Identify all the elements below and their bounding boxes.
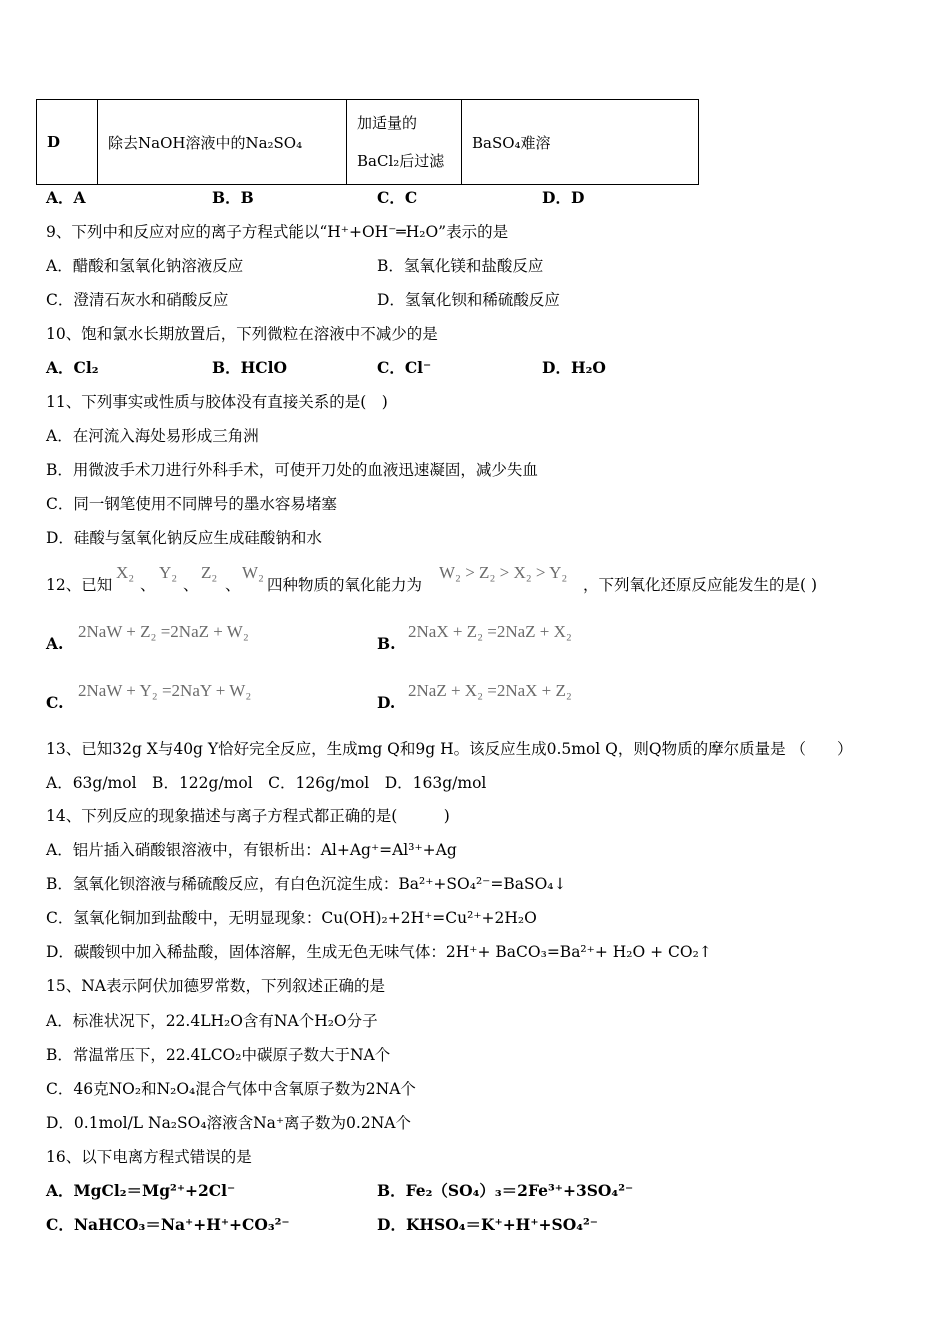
q12-oxidizing-order: W₂ > Z₂ > X₂ > Y₂ xyxy=(439,563,568,582)
q13-stem: 13、已知32g X与40g Y恰好完全反应，生成mg Q和9g H。该反应生成0.5mol Q，则Q物质的摩尔质量是 （ ） xyxy=(46,740,853,758)
q13-options: A．63g/mol B．122g/mol C．126g/mol D．163g/mol xyxy=(46,774,487,792)
q9-option-a: A．醋酸和氢氧化钠溶液反应 xyxy=(46,257,244,275)
q12-sep-3: 、 xyxy=(225,576,241,594)
q8-option-a: A．A xyxy=(46,188,86,207)
q9-stem: 9、下列中和反应对应的离子方程式能以“H⁺+OH⁻═H₂O”表示的是 xyxy=(46,223,509,241)
q12-prefix: 12、已知 xyxy=(46,576,113,594)
q12-mid: 四种物质的氧化能力为 xyxy=(267,576,423,594)
q14-option-a: A．铝片插入硝酸银溶液中，有银析出：Al+Ag⁺=Al³⁺+Ag xyxy=(46,841,457,859)
q15-stem: 15、NA表示阿伏加德罗常数，下列叙述正确的是 xyxy=(46,977,385,995)
q12-option-b-equation: 2NaX + Z₂ =2NaZ + X₂ xyxy=(408,622,572,641)
method-cell: 加适量的 BaCl₂后过滤 xyxy=(347,100,462,185)
q10-stem: 10、饱和氯水长期放置后，下列微粒在溶液中不减少的是 xyxy=(46,325,438,343)
row-label: D xyxy=(37,100,98,185)
q16-option-d: D．KHSO₄＝K⁺+H⁺+SO₄²⁻ xyxy=(377,1215,598,1234)
q10-option-c: C．Cl⁻ xyxy=(377,358,432,377)
q16-option-a: A．MgCl₂＝Mg²⁺+2Cl⁻ xyxy=(46,1181,236,1200)
q12-option-a-label: A. xyxy=(46,634,64,653)
purpose-cell: 除去NaOH溶液中的Na₂SO₄ xyxy=(98,100,347,185)
q14-option-d: D．碳酸钡中加入稀盐酸，固体溶解，生成无色无味气体：2H⁺+ BaCO₃=Ba²⁺+ H₂O + CO₂↑ xyxy=(46,943,712,961)
q12-option-b-label: B. xyxy=(377,634,396,653)
q12-sep-1: 、 xyxy=(140,576,156,594)
q8-option-b: B．B xyxy=(212,188,254,207)
q12-option-c-equation: 2NaW + Y₂ =2NaY + W₂ xyxy=(78,681,252,700)
q16-option-b: B．Fe₂（SO₄）₃＝2Fe³⁺+3SO₄²⁻ xyxy=(377,1181,634,1200)
q12-sep-2: 、 xyxy=(183,576,199,594)
options-table xyxy=(36,99,699,185)
q10-option-b: B．HClO xyxy=(212,358,287,377)
q15-option-c: C．46克NO₂和N₂O₄混合气体中含氧原子数为2NA个 xyxy=(46,1080,416,1098)
q16-option-c: C．NaHCO₃＝Na⁺+H⁺+CO₃²⁻ xyxy=(46,1215,290,1234)
q14-option-c: C．氢氧化铜加到盐酸中，无明显现象：Cu(OH)₂+2H⁺=Cu²⁺+2H₂O xyxy=(46,909,537,927)
q8-option-d: D．D xyxy=(542,188,585,207)
q12-option-a-equation: 2NaW + Z₂ =2NaZ + W₂ xyxy=(78,622,249,641)
q11-option-a: A．在河流入海处易形成三角洲 xyxy=(46,427,259,445)
q15-option-b: B．常温常压下，22.4LCO₂中碳原子数大于NA个 xyxy=(46,1046,391,1064)
q12-option-d-equation: 2NaZ + X₂ =2NaX + Z₂ xyxy=(408,681,572,700)
q9-option-c: C．澄清石灰水和硝酸反应 xyxy=(46,291,229,309)
q12-species-x2: X₂ xyxy=(116,563,135,582)
q15-option-a: A．标准状况下，22.4LH₂O含有NA个H₂O分子 xyxy=(46,1012,378,1030)
q12-option-c-label: C. xyxy=(46,693,64,712)
q12-suffix: ，下列氧化还原反应能发生的是( ) xyxy=(583,576,818,594)
q11-option-b: B．用微波手术刀进行外科手术，可使开刀处的血液迅速凝固，减少失血 xyxy=(46,461,538,479)
q12-species-w2: W₂ xyxy=(242,563,264,582)
table-row xyxy=(37,100,699,185)
q8-option-c: C．C xyxy=(377,188,418,207)
q15-option-d: D．0.1mol/L Na₂SO₄溶液含Na⁺离子数为0.2NA个 xyxy=(46,1114,411,1132)
q9-option-d: D．氢氧化钡和稀硫酸反应 xyxy=(377,291,560,309)
q14-option-b: B．氢氧化钡溶液与稀硫酸反应，有白色沉淀生成：Ba²⁺+SO₄²⁻=BaSO₄↓ xyxy=(46,875,567,893)
q12-species-z2: Z₂ xyxy=(201,563,218,582)
q11-option-d: D．硅酸与氢氧化钠反应生成硅酸钠和水 xyxy=(46,529,322,547)
q14-stem: 14、下列反应的现象描述与离子方程式都正确的是( ) xyxy=(46,807,450,825)
q9-option-b: B．氢氧化镁和盐酸反应 xyxy=(377,257,544,275)
q10-option-d: D．H₂O xyxy=(542,358,606,377)
q11-option-c: C．同一钢笔使用不同牌号的墨水容易堵塞 xyxy=(46,495,337,513)
q12-species-y2: Y₂ xyxy=(159,563,178,582)
q16-stem: 16、以下电离方程式错误的是 xyxy=(46,1148,252,1166)
q10-option-a: A．Cl₂ xyxy=(46,358,99,377)
reason-cell: BaSO₄难溶 xyxy=(462,100,699,185)
q12-option-d-label: D. xyxy=(377,693,396,712)
q11-stem: 11、下列事实或性质与胶体没有直接关系的是( ) xyxy=(46,393,388,411)
